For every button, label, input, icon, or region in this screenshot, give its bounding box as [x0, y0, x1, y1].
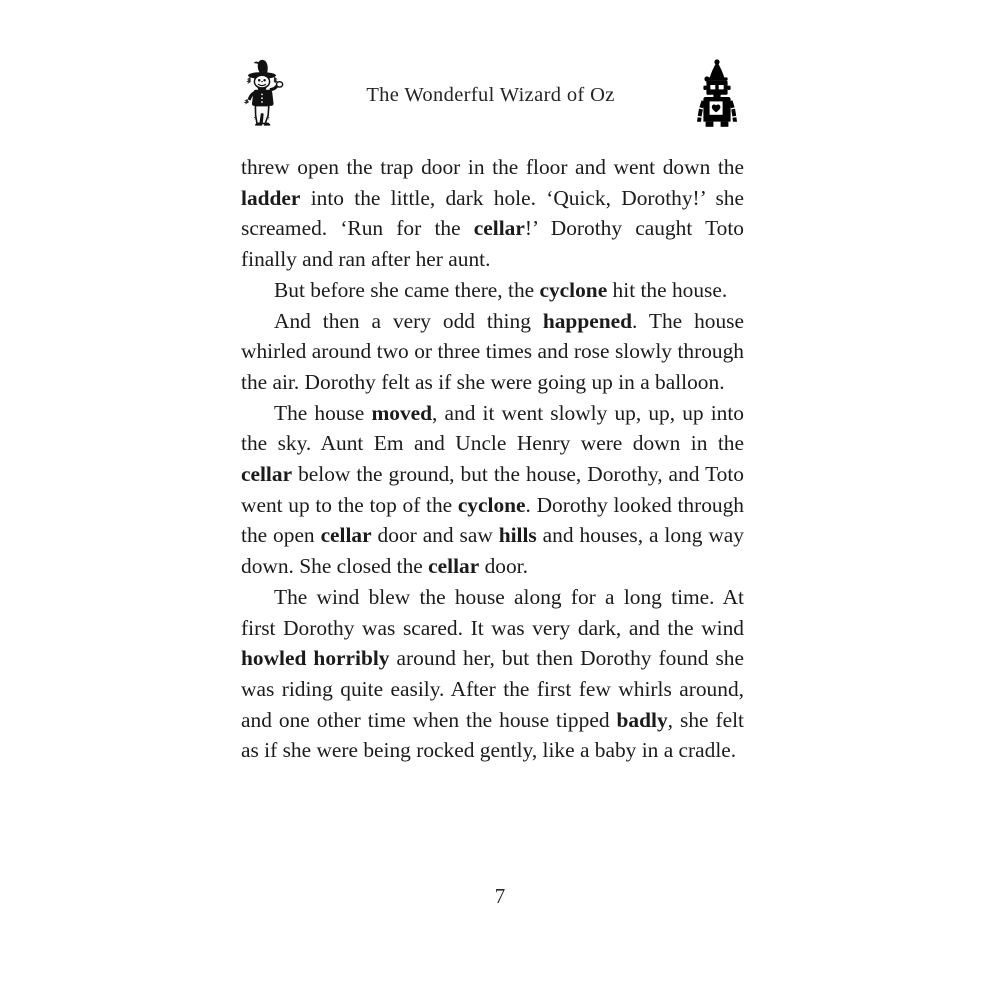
emphasised-word: hills	[498, 523, 537, 548]
emphasised-word: badly	[616, 707, 668, 732]
text-run: and houses, a long way down. She closed the	[241, 523, 744, 579]
paragraph	[241, 398, 744, 582]
emphasised-word: cellar	[428, 554, 480, 579]
emphasised-word: ladder	[241, 185, 301, 210]
text-run: And then a very odd thing	[274, 308, 543, 333]
text-run: below the ground, but the house, Dorothy, and Toto went up to the top of the	[241, 462, 744, 517]
text-run: . Dorothy looked through the open	[241, 492, 744, 548]
paragraph	[241, 152, 744, 275]
text-run: !’ Dorothy caught Toto finally and ran after her aunt.	[241, 216, 744, 272]
paragraph	[241, 306, 744, 398]
text-run: threw open the trap door in the floor and went down the	[241, 155, 744, 179]
text-run: The house	[274, 400, 372, 425]
text-run: into the little, dark hole. ‘Quick, Dorothy!’ she screamed. ‘Run for the	[241, 185, 744, 241]
text-run: door.	[479, 554, 528, 579]
emphasised-word: cellar	[320, 523, 372, 548]
emphasised-word: cyclone	[457, 492, 526, 517]
emphasised-word: cellar	[473, 216, 525, 241]
emphasised-word: cyclone	[539, 277, 608, 302]
emphasised-word: cellar	[241, 462, 293, 487]
text-run: , and it went slowly up, up, up into the sky. Aunt Em and Uncle Henry were down in the	[241, 400, 744, 456]
text-run: But before she came there, the	[274, 277, 540, 302]
tin-man-icon	[691, 58, 743, 130]
scarecrow-icon	[238, 58, 290, 130]
body-text	[241, 152, 744, 766]
emphasised-word: happened	[542, 308, 632, 333]
emphasised-word: moved	[371, 400, 433, 425]
text-run: The wind blew the house along for a long time. At first Dorothy was scared. It was very dark, and the wind	[241, 584, 744, 640]
running-head	[236, 55, 744, 133]
text-run: around her, but then Dorothy found she was riding quite easily. After the first few whirls around, and one other time when the house tipped	[241, 646, 745, 732]
paragraph	[241, 582, 744, 766]
text-run: . The house whirled around two or three times and rose slowly through the air. Dorothy felt as if she were going up in a balloon.	[241, 308, 744, 394]
text-run: door and saw	[371, 523, 499, 548]
text-run: , she felt as if she were being rocked gently, like a baby in a cradle.	[241, 707, 745, 763]
emphasised-word: howled horribly	[241, 646, 390, 671]
page-title: The Wonderful Wizard of Oz	[366, 83, 615, 106]
text-run: hit the house.	[607, 277, 728, 302]
page-number: 7	[494, 884, 506, 908]
paragraph	[241, 275, 744, 306]
